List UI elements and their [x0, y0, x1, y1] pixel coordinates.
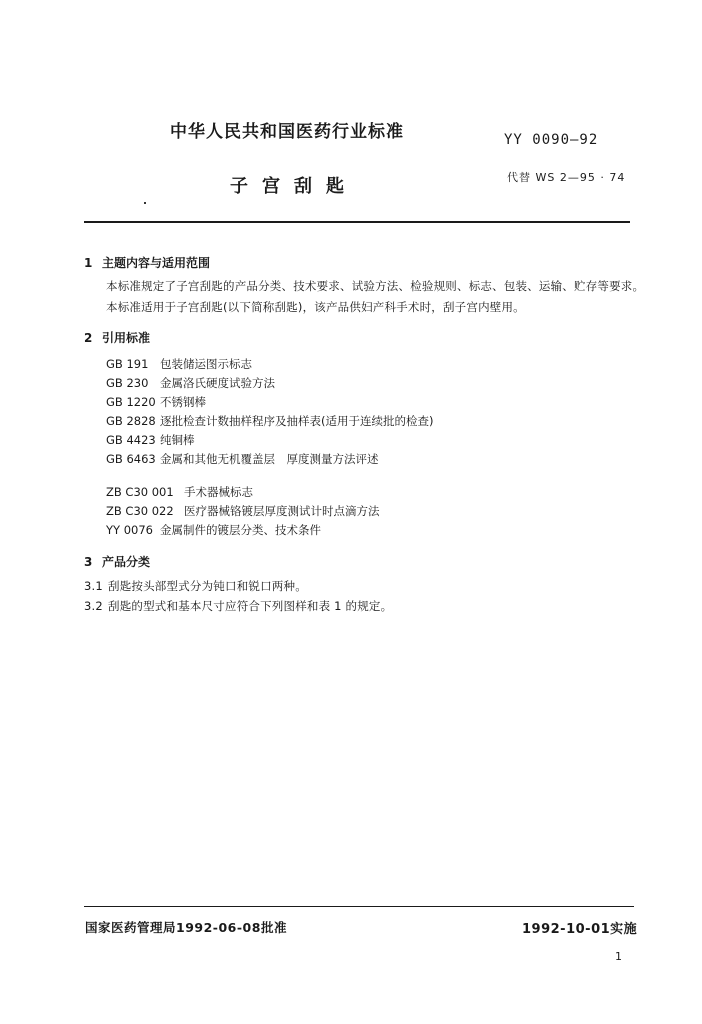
reference-code: GB 2828	[106, 414, 156, 428]
section-3-title: 产品分类	[102, 555, 151, 569]
section-1-number: 1	[84, 256, 93, 270]
reference-item	[106, 503, 380, 519]
reference-item	[106, 356, 252, 372]
section-2-number: 2	[84, 331, 93, 345]
clause-3-2	[84, 598, 392, 614]
section-3-number: 3	[84, 555, 93, 569]
reference-code: ZB C30 001	[106, 485, 174, 499]
clause-number: 3.2	[84, 599, 103, 613]
section-1-paragraph-1: 本标准规定了子宫刮匙的产品分类、技术要求、试验方法、检验规则、标志、包装、运输、贮存等要求。	[106, 279, 645, 293]
reference-item	[106, 451, 379, 467]
reference-item	[106, 432, 195, 448]
section-1-paragraph-2: 本标准适用于子宫刮匙(以下简称刮匙)，该产品供妇产科手术时，刮子宫内壁用。	[106, 300, 525, 314]
reference-code: ZB C30 022	[106, 504, 174, 518]
section-2-heading	[84, 329, 150, 346]
reference-title: 不锈钢棒	[160, 395, 206, 409]
standard-number: YY 0090—92	[504, 132, 599, 148]
section-1-heading	[84, 254, 210, 271]
reference-title: 纯铜棒	[160, 433, 195, 447]
section-1-title: 主题内容与适用范围	[102, 256, 211, 270]
approval-date: 国家医药管理局1992-06-08批准	[85, 920, 287, 935]
reference-title: 金属和其他无机覆盖层 厚度测量方法评述	[160, 452, 379, 466]
reference-title: 逐批检查计数抽样程序及抽样表(适用于连续批的检查)	[160, 414, 434, 428]
clause-number: 3.1	[84, 579, 103, 593]
reference-item	[106, 394, 206, 410]
section-2-title: 引用标准	[102, 331, 151, 345]
page-number: 1	[615, 950, 622, 963]
clause-text: 刮匙按头部型式分为钝口和锐口两种。	[108, 579, 307, 593]
reference-title: 金属洛氏硬度试验方法	[160, 376, 275, 390]
reference-title: 金属制件的镀层分类、技术条件	[160, 523, 321, 537]
document-title: 子宫刮匙	[230, 176, 358, 197]
reference-code: GB 191	[106, 357, 149, 371]
clause-3-1	[84, 578, 307, 594]
scan-speck	[144, 202, 146, 204]
clause-text: 刮匙的型式和基本尺寸应符合下列图样和表 1 的规定。	[108, 599, 393, 613]
section-3-heading	[84, 553, 150, 570]
footer-rule	[84, 906, 634, 907]
reference-code: YY 0076	[106, 523, 153, 537]
reference-code: GB 230	[106, 376, 149, 390]
reference-code: GB 1220	[106, 395, 156, 409]
reference-item	[106, 484, 253, 500]
reference-item	[106, 522, 321, 538]
header-rule	[84, 221, 630, 223]
reference-title: 包装储运图示标志	[160, 357, 252, 371]
reference-code: GB 6463	[106, 452, 156, 466]
replaces-standard: 代替 WS 2—95 · 74	[507, 171, 626, 184]
reference-item	[106, 413, 433, 429]
reference-title: 医疗器械铬镀层厚度测试计时点滴方法	[184, 504, 380, 518]
effective-date: 1992-10-01实施	[522, 922, 638, 937]
reference-title: 手术器械标志	[184, 485, 253, 499]
reference-code: GB 4423	[106, 433, 156, 447]
standard-title: 中华人民共和国医药行业标准	[170, 122, 404, 142]
reference-item	[106, 375, 275, 391]
